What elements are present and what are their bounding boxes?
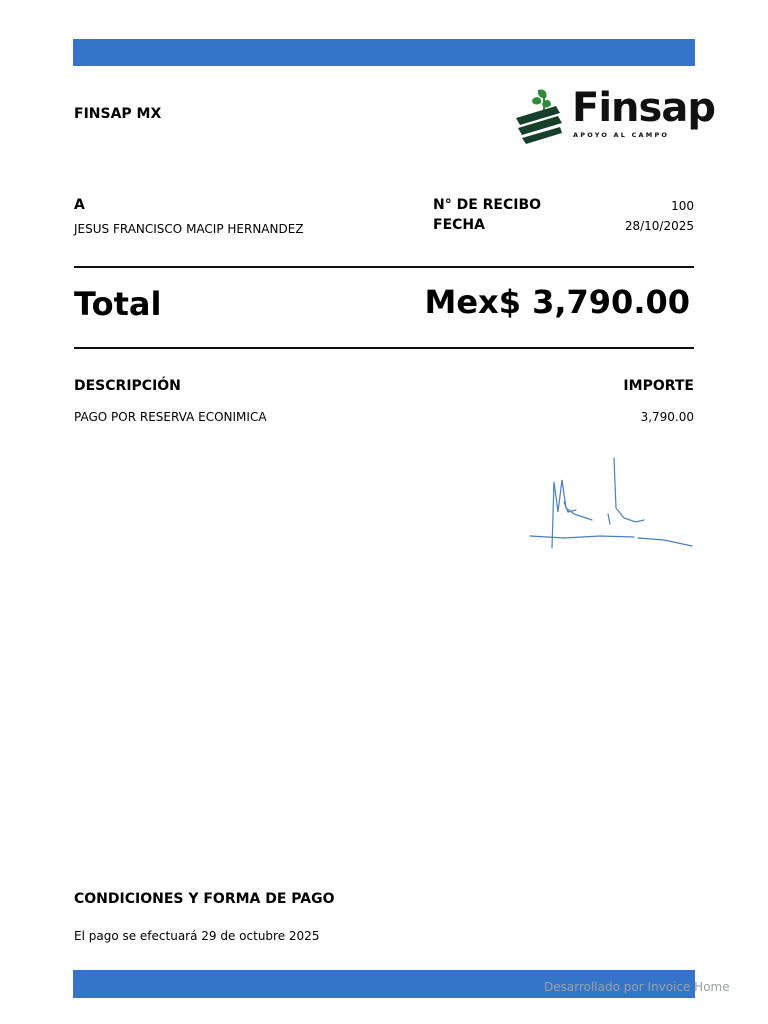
total-amount: Mex$ 3,790.00 <box>424 283 690 321</box>
divider-top <box>74 266 694 268</box>
recipient-label: A <box>74 197 85 213</box>
description-header: DESCRIPCIÓN <box>74 378 181 394</box>
company-name: FINSAP MX <box>74 106 162 122</box>
leaf-stripes-icon <box>512 86 568 146</box>
receipt-number-label: N° DE RECIBO <box>433 197 542 213</box>
conditions-heading: CONDICIONES Y FORMA DE PAGO <box>74 891 335 907</box>
logo-tagline: APOYO AL CAMPO <box>573 131 670 139</box>
signature-image <box>524 452 700 556</box>
top-color-band <box>73 39 695 66</box>
amount-header: IMPORTE <box>623 378 694 394</box>
logo-wordmark: Finsap <box>572 85 715 131</box>
receipt-date-label: FECHA <box>433 217 485 233</box>
total-label: Total <box>74 285 162 323</box>
line-item-description: PAGO POR RESERVA ECONIMICA <box>74 410 267 424</box>
finsap-logo <box>512 85 715 146</box>
divider-bottom <box>74 347 694 349</box>
conditions-text: El pago se efectuará 29 de octubre 2025 <box>74 929 320 943</box>
receipt-number: 100 <box>671 199 694 213</box>
line-item-amount: 3,790.00 <box>640 410 694 424</box>
footer-credit: Desarrollado por Invoice Home <box>544 980 730 994</box>
receipt-date: 28/10/2025 <box>624 219 694 233</box>
recipient-name: JESUS FRANCISCO MACIP HERNANDEZ <box>74 222 304 236</box>
